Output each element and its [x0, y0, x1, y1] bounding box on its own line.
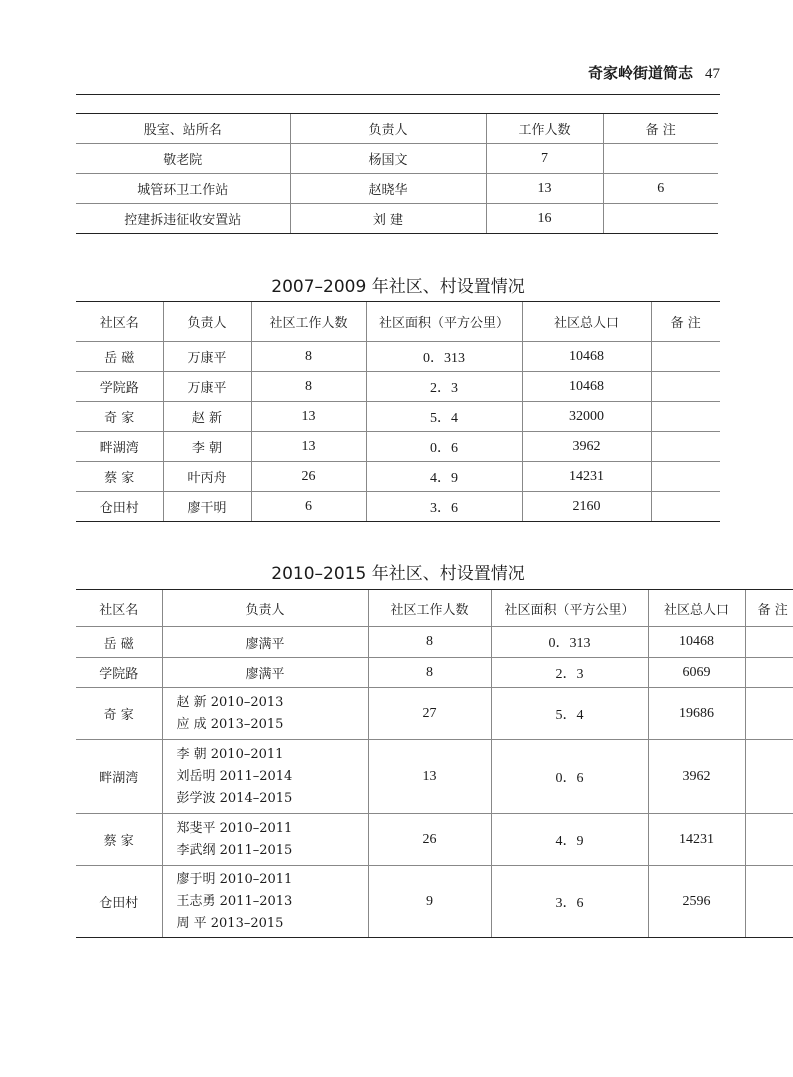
community-name: 蔡 家 — [76, 462, 163, 492]
population: 14231 — [648, 814, 745, 866]
area: 0．6 — [491, 740, 648, 814]
staff-count: 8 — [368, 658, 491, 688]
person-in-charge: 赵晓华 — [290, 174, 486, 204]
column-header: 社区工作人数 — [368, 590, 491, 627]
leader-entry: 郑斐平 2010–2011 — [176, 820, 293, 836]
community-name: 学院路 — [76, 658, 162, 688]
community-name: 岳 磁 — [76, 627, 162, 658]
table-row — [76, 658, 793, 688]
column-header: 社区工作人数 — [251, 302, 366, 342]
area: 4．9 — [366, 462, 522, 492]
table-row — [76, 462, 720, 492]
staff-count: 13 — [368, 740, 491, 814]
table-row — [76, 372, 720, 402]
remark — [745, 658, 793, 688]
community-table-2010-2015 — [76, 589, 793, 938]
column-header: 社区名 — [76, 590, 162, 627]
remark — [651, 372, 720, 402]
area: 0．6 — [366, 432, 522, 462]
remark — [745, 866, 793, 938]
leader-entry: 刘岳明 2011–2014 — [176, 768, 293, 784]
community-name: 蔡 家 — [76, 814, 162, 866]
population: 10468 — [522, 342, 651, 372]
person-in-charge — [162, 688, 368, 740]
column-header: 社区总人口 — [522, 302, 651, 342]
leader-entry: 应 成 2013–2015 — [176, 716, 284, 732]
remark — [603, 144, 718, 174]
area: 5．4 — [366, 402, 522, 432]
area: 3．6 — [491, 866, 648, 938]
population: 3962 — [522, 432, 651, 462]
table-caption-2010-2015: 2010–2015 年社区、村设置情况 — [271, 564, 525, 584]
person-in-charge: 万康平 — [163, 372, 251, 402]
community-name: 奇 家 — [76, 688, 162, 740]
staff-count: 8 — [251, 372, 366, 402]
leader-entry: 周 平 2013–2015 — [176, 915, 284, 931]
person-in-charge — [162, 740, 368, 814]
table-row — [76, 740, 793, 814]
table-row — [76, 492, 720, 522]
book-title: 奇家岭街道简志 — [587, 64, 693, 82]
remark — [651, 432, 720, 462]
staff-count: 8 — [368, 627, 491, 658]
staff-count: 13 — [251, 432, 366, 462]
table-header-row — [76, 302, 720, 342]
area: 3．6 — [366, 492, 522, 522]
community-name: 畔湖湾 — [76, 740, 162, 814]
community-name: 学院路 — [76, 372, 163, 402]
table-row — [76, 866, 793, 938]
remark — [651, 402, 720, 432]
leader-entry: 李 朝 2010–2011 — [176, 746, 284, 762]
staff-count: 9 — [368, 866, 491, 938]
remark — [651, 462, 720, 492]
person-in-charge: 万康平 — [163, 342, 251, 372]
remark — [651, 342, 720, 372]
leader-entry: 王志勇 2011–2013 — [176, 893, 293, 909]
area: 2．3 — [491, 658, 648, 688]
table-caption-2007-2009: 2007–2009 年社区、村设置情况 — [271, 277, 525, 297]
department-name: 敬老院 — [76, 144, 290, 174]
leader-entry: 彭学波 2014–2015 — [176, 790, 293, 806]
department-name: 控建拆违征收安置站 — [76, 204, 290, 234]
staff-count: 13 — [251, 402, 366, 432]
staff-count: 6 — [251, 492, 366, 522]
running-header — [76, 62, 720, 83]
column-header: 社区总人口 — [648, 590, 745, 627]
remark — [745, 688, 793, 740]
column-header: 备 注 — [603, 114, 718, 144]
population: 2596 — [648, 866, 745, 938]
area: 5．4 — [491, 688, 648, 740]
staff-count: 8 — [251, 342, 366, 372]
table-row — [76, 432, 720, 462]
community-name: 畔湖湾 — [76, 432, 163, 462]
table-row — [76, 814, 793, 866]
department-name: 城管环卫工作站 — [76, 174, 290, 204]
remark — [745, 627, 793, 658]
population: 10468 — [522, 372, 651, 402]
population: 19686 — [648, 688, 745, 740]
staff-count: 7 — [486, 144, 603, 174]
population: 6069 — [648, 658, 745, 688]
person-in-charge: 杨国文 — [290, 144, 486, 174]
page-number: 47 — [705, 66, 720, 82]
person-in-charge: 赵 新 — [163, 402, 251, 432]
column-header: 负责人 — [163, 302, 251, 342]
staff-count: 13 — [486, 174, 603, 204]
remark: 6 — [603, 174, 718, 204]
leader-entry: 廖于明 2010–2011 — [176, 871, 293, 887]
person-in-charge: 刘 建 — [290, 204, 486, 234]
community-name: 奇 家 — [76, 402, 163, 432]
leader-entry: 赵 新 2010–2013 — [176, 694, 284, 710]
table-row — [76, 174, 718, 204]
area: 0．313 — [366, 342, 522, 372]
column-header: 社区面积（平方公里） — [491, 590, 648, 627]
remark — [603, 204, 718, 234]
population: 3962 — [648, 740, 745, 814]
column-header: 备 注 — [745, 590, 793, 627]
person-in-charge: 廖干明 — [163, 492, 251, 522]
person-in-charge — [162, 814, 368, 866]
remark — [745, 814, 793, 866]
staff-count: 26 — [251, 462, 366, 492]
community-name: 岳 磁 — [76, 342, 163, 372]
table-row — [76, 342, 720, 372]
department-table — [76, 113, 718, 234]
population: 10468 — [648, 627, 745, 658]
population: 14231 — [522, 462, 651, 492]
area: 4．9 — [491, 814, 648, 866]
population: 2160 — [522, 492, 651, 522]
person-in-charge: 廖满平 — [162, 658, 368, 688]
staff-count: 27 — [368, 688, 491, 740]
table-row — [76, 402, 720, 432]
table-row — [76, 688, 793, 740]
population: 32000 — [522, 402, 651, 432]
column-header: 社区名 — [76, 302, 163, 342]
column-header: 社区面积（平方公里） — [366, 302, 522, 342]
person-in-charge: 叶丙舟 — [163, 462, 251, 492]
column-header: 股室、站所名 — [76, 114, 290, 144]
person-in-charge: 廖满平 — [162, 627, 368, 658]
table-header-row — [76, 114, 718, 144]
header-rule — [76, 94, 720, 95]
remark — [651, 492, 720, 522]
area: 0．313 — [491, 627, 648, 658]
community-name: 仓田村 — [76, 866, 162, 938]
column-header: 负责人 — [162, 590, 368, 627]
table-row — [76, 627, 793, 658]
remark — [745, 740, 793, 814]
staff-count: 26 — [368, 814, 491, 866]
column-header: 工作人数 — [486, 114, 603, 144]
person-in-charge: 李 朝 — [163, 432, 251, 462]
leader-entry: 李武纲 2011–2015 — [176, 842, 293, 858]
table-row — [76, 144, 718, 174]
community-name: 仓田村 — [76, 492, 163, 522]
table-header-row — [76, 590, 793, 627]
community-table-2007-2009 — [76, 301, 720, 522]
column-header: 备 注 — [651, 302, 720, 342]
column-header: 负责人 — [290, 114, 486, 144]
staff-count: 16 — [486, 204, 603, 234]
area: 2．3 — [366, 372, 522, 402]
table-row — [76, 204, 718, 234]
person-in-charge — [162, 866, 368, 938]
